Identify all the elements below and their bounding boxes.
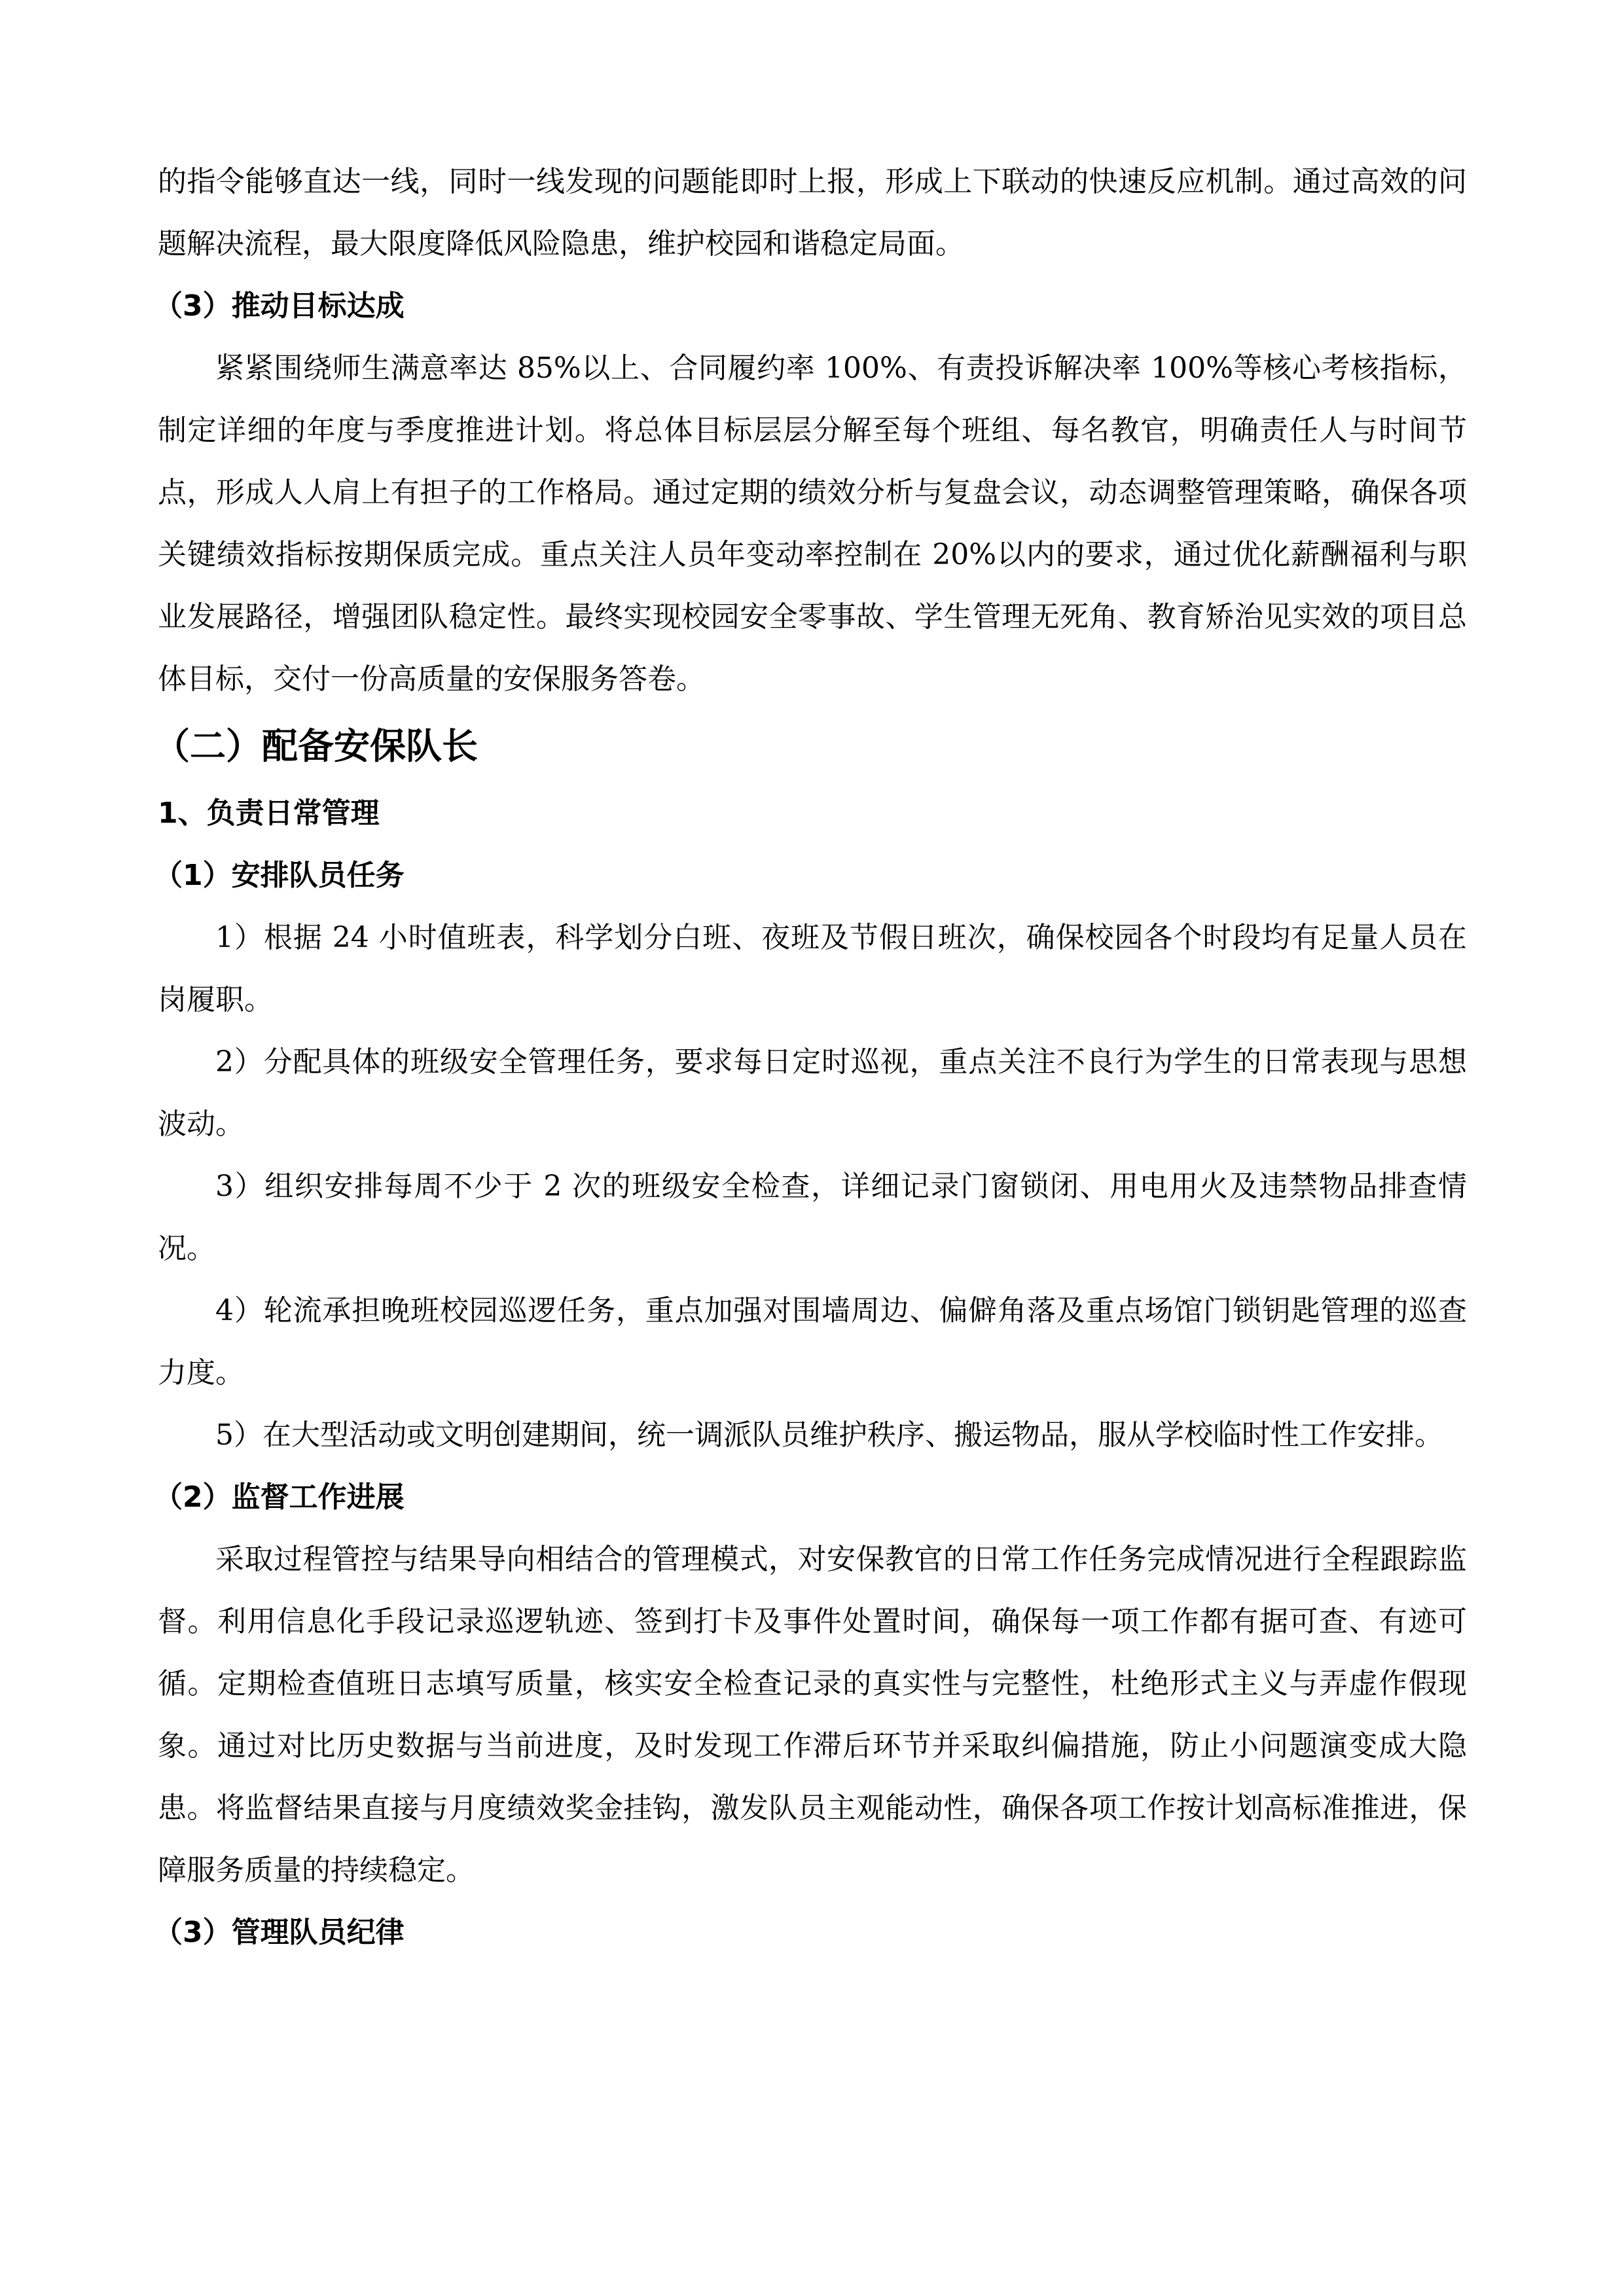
heading-arrange-tasks: （1）安排队员任务 — [154, 859, 405, 892]
heading-supervise-progress: （2）监督工作进展 — [154, 1480, 405, 1514]
paragraph-targets: 紧紧围绕师生满意率达 85%以上、合同履约率 100%、有责投诉解决率 100%等核心考核指标，制定详细的年度与季度推进计划。将总体目标层层分解至每个班组、每名教官，明确责任人与时间节点，形成人人肩上有担子的工作格局。通过定期的绩效分析与复盘会议，动态调整管理策略，确保各项关键绩效指标按期保质完成。重点关注人员年变动率控制在 20%以内的要求，通过优化薪酬福利与职业发展路径，增强团队稳定性。最终实现校园安全零事故、学生管理无死角、教育矫治见实效的项目总体目标，交付一份高质量的安保服务答卷。 — [158, 351, 1467, 696]
heading-promote-targets: （3）推动目标达成 — [154, 289, 405, 323]
heading-daily-management: 1、负责日常管理 — [158, 797, 380, 830]
document-page — [154, 151, 1467, 1964]
list-item-3: 3）组织安排每周不少于 2 次的班级安全检查，详细记录门窗锁闭、用电用火及违禁物品排查情况。 — [158, 1170, 1467, 1265]
list-item-1: 1）根据 24 小时值班表，科学划分白班、夜班及节假日班次，确保校园各个时段均有足量人员在岗履职。 — [158, 921, 1467, 1016]
paragraph-supervise: 采取过程管控与结果导向相结合的管理模式，对安保教官的日常工作任务完成情况进行全程跟踪监督。利用信息化手段记录巡逻轨迹、签到打卡及事件处置时间，确保每一项工作都有据可查、有迹可循。定期检查值班日志填写质量，核实安全检查记录的真实性与完整性，杜绝形式主义与弄虚作假现象。通过对比历史数据与当前进度，及时发现工作滞后环节并采取纠偏措施，防止小问题演变成大隐患。将监督结果直接与月度绩效奖金挂钩，激发队员主观能动性，确保各项工作按计划高标准推进，保障服务质量的持续稳定。 — [158, 1543, 1467, 1887]
list-item-2: 2）分配具体的班级安全管理任务，要求每日定时巡视，重点关注不良行为学生的日常表现与思想波动。 — [158, 1045, 1467, 1141]
paragraph-continuation: 的指令能够直达一线，同时一线发现的问题能即时上报，形成上下联动的快速反应机制。通过高效的问题解决流程，最大限度降低风险隐患，维护校园和谐稳定局面。 — [158, 165, 1467, 260]
list-item-4: 4）轮流承担晚班校园巡逻任务，重点加强对围墙周边、偏僻角落及重点场馆门锁钥匙管理的巡查力度。 — [158, 1294, 1467, 1390]
section-title-security-captain: （二）配备安保队长 — [154, 725, 478, 767]
list-item-5: 5）在大型活动或文明创建期间，统一调派队员维护秩序、搬运物品，服从学校临时性工作安排。 — [215, 1418, 1443, 1452]
heading-discipline: （3）管理队员纪律 — [154, 1916, 405, 1949]
